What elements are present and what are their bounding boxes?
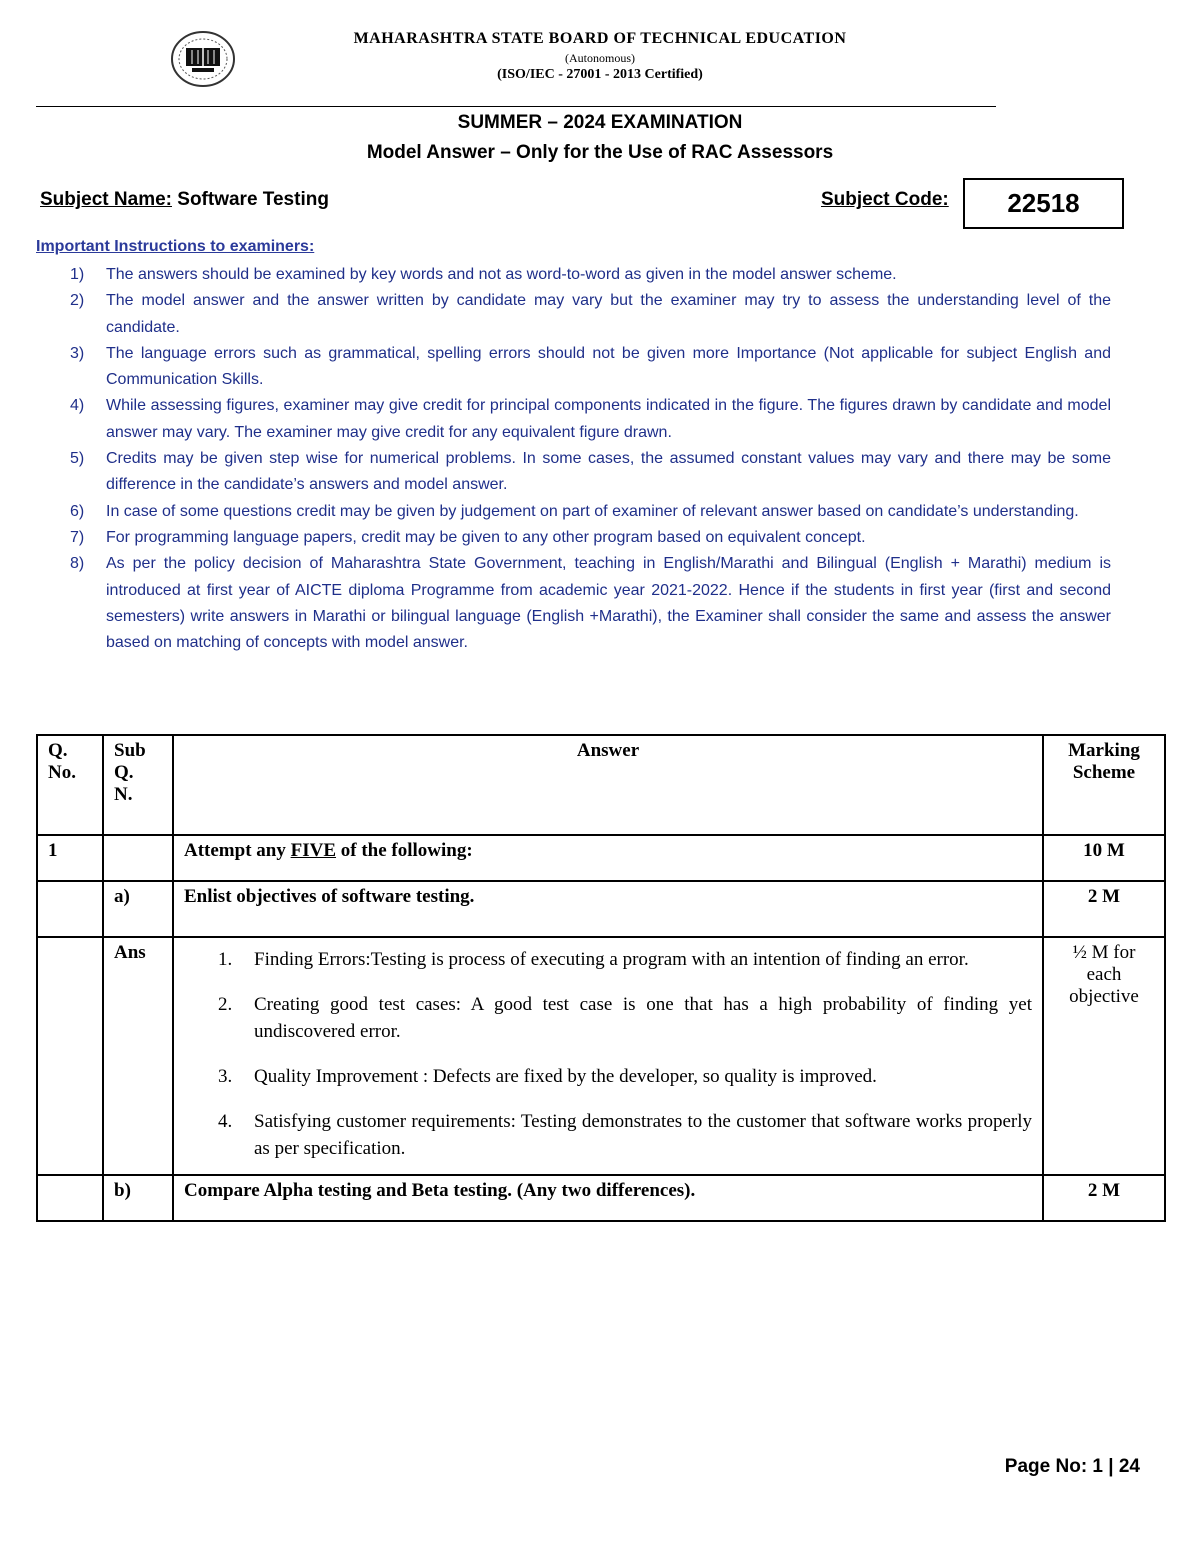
instruction-number: 4) bbox=[70, 397, 85, 415]
autonomous-label: (Autonomous) bbox=[565, 51, 635, 65]
table-row bbox=[37, 881, 1165, 937]
qb-sub: b) bbox=[103, 1175, 173, 1221]
ans-text: Satisfying customer requirements: Testing demonstrates to the customer that software works properly as per specification. bbox=[254, 1111, 1032, 1159]
instruction-number: 8) bbox=[70, 555, 85, 573]
header-marking-line: Marking bbox=[1068, 740, 1140, 761]
board-name: MAHARASHTRA STATE BOARD OF TECHNICAL EDUCATION bbox=[353, 30, 847, 47]
page-number: Page No: 1 | 24 bbox=[1004, 1456, 1140, 1477]
header-subq-line: Sub bbox=[114, 740, 146, 761]
header-divider bbox=[36, 106, 996, 107]
header-qno-line: No. bbox=[48, 762, 76, 783]
subject-name-value: Software Testing bbox=[177, 189, 329, 210]
instruction-item bbox=[36, 262, 1111, 288]
qb-marks: 2 M bbox=[1043, 1175, 1165, 1221]
instruction-text: The answers should be examined by key words and not as word-to-word as given in the model answer scheme. bbox=[106, 266, 897, 283]
instruction-text: Credits may be given step wise for numerical problems. In some cases, the assumed constant values may vary and there may be some difference in the candidate’s answers and model answer. bbox=[106, 450, 1111, 494]
qa-empty bbox=[37, 881, 103, 937]
instruction-item bbox=[36, 551, 1111, 656]
ans-empty bbox=[37, 937, 103, 1175]
ans-marking bbox=[1043, 937, 1165, 1175]
instruction-item bbox=[36, 393, 1111, 446]
header-marking bbox=[1043, 735, 1165, 835]
ans-number: 1. bbox=[218, 949, 233, 970]
list-item bbox=[184, 1108, 1032, 1162]
table-row bbox=[37, 937, 1165, 1175]
qb-empty bbox=[37, 1175, 103, 1221]
q1-marks: 10 M bbox=[1043, 835, 1165, 881]
instructions-heading: Important Instructions to examiners: bbox=[36, 238, 315, 255]
instruction-item bbox=[36, 499, 1111, 525]
subject-name-label: Subject Name: bbox=[40, 189, 172, 210]
list-item bbox=[184, 991, 1032, 1045]
instructions-list bbox=[36, 262, 1111, 656]
header-subq-line: Q. bbox=[114, 762, 134, 783]
ans-text: Finding Errors:Testing is process of executing a program with an intention of finding an error. bbox=[254, 949, 969, 970]
header-qno-line: Q. bbox=[48, 740, 68, 761]
subject-code-box: 22518 bbox=[963, 178, 1124, 229]
table-header-row bbox=[37, 735, 1165, 835]
subject-name-row bbox=[40, 189, 329, 211]
ans-marking-line: each bbox=[1086, 964, 1122, 985]
msbte-logo bbox=[170, 30, 236, 88]
ans-marking-line: ½ M for bbox=[1072, 942, 1136, 963]
instruction-text: For programming language papers, credit may be given to any other program based on equivalent concept. bbox=[106, 528, 866, 546]
qa-marks: 2 M bbox=[1043, 881, 1165, 937]
exam-title: SUMMER – 2024 EXAMINATION bbox=[457, 112, 743, 133]
subject-code-label: Subject Code: bbox=[821, 189, 949, 210]
instruction-number: 5) bbox=[70, 450, 85, 468]
model-answer-title: Model Answer – Only for the Use of RAC Assessors bbox=[366, 142, 834, 163]
header-answer: Answer bbox=[173, 735, 1043, 835]
instruction-text: In case of some questions credit may be given by judgement on part of examiner of relevant answer based on candidate’s understanding. bbox=[106, 502, 1079, 520]
ans-list bbox=[184, 946, 1032, 1162]
instruction-number: 7) bbox=[70, 528, 85, 546]
q1-attempt-five: FIVE bbox=[290, 840, 337, 861]
instruction-text: The model answer and the answer written by candidate may vary but the examiner may try to assess the understanding level of the candidate. bbox=[106, 292, 1111, 336]
qa-question: Enlist objectives of software testing. bbox=[173, 881, 1043, 937]
ans-label: Ans bbox=[103, 937, 173, 1175]
instruction-item bbox=[36, 446, 1111, 499]
instruction-number: 3) bbox=[70, 344, 85, 362]
qa-sub: a) bbox=[103, 881, 173, 937]
header-subq-line: N. bbox=[114, 784, 133, 805]
header-marking-line: Scheme bbox=[1072, 762, 1136, 783]
ans-content bbox=[173, 937, 1043, 1175]
instruction-text: While assessing figures, examiner may give credit for principal components indicated in the figure. The figures drawn by candidate and model answer may vary. The examiner may give credit for any equivalent figure drawn. bbox=[106, 397, 1111, 441]
q1-number: 1 bbox=[37, 835, 103, 881]
question-table bbox=[36, 734, 1166, 1222]
ans-number: 3. bbox=[218, 1066, 233, 1087]
table-row bbox=[37, 1175, 1165, 1221]
instruction-text: As per the policy decision of Maharashtra State Government, teaching in English/Marathi and Bilingual (English + Marathi) medium is introduced at first year of AICTE diploma Programme from academic year 2021-2022. Hence if the students in first year (first and second semesters) write answers in Marathi or bilingual language (English +Marathi), the Examiner shall consider the same and assess the answer based on matching of concepts with model answer. bbox=[106, 555, 1111, 652]
certification-label: (ISO/IEC - 27001 - 2013 Certified) bbox=[497, 67, 703, 82]
instruction-item bbox=[36, 341, 1111, 394]
ans-number: 4. bbox=[218, 1111, 233, 1132]
ans-marking-line: objective bbox=[1069, 986, 1139, 1007]
instruction-number: 1) bbox=[70, 266, 85, 283]
instruction-number: 6) bbox=[70, 502, 85, 520]
instruction-text: The language errors such as grammatical, spelling errors should not be given more Importance (Not applicable for subject English and Communication Skills. bbox=[106, 344, 1111, 389]
ans-text: Creating good test cases: A good test case is one that has a high probability of finding yet undiscovered error. bbox=[254, 994, 1032, 1042]
list-item bbox=[184, 1063, 1032, 1090]
table-row bbox=[37, 835, 1165, 881]
q1-attempt-pre: Attempt any bbox=[184, 840, 291, 861]
q1-sub-empty bbox=[103, 835, 173, 881]
q1-attempt-post: of the following: bbox=[336, 840, 473, 861]
instruction-item bbox=[36, 525, 1111, 551]
ans-text: Quality Improvement : Defects are fixed by the developer, so quality is improved. bbox=[254, 1066, 877, 1087]
header-qno bbox=[37, 735, 103, 835]
q1-instruction bbox=[173, 835, 1043, 881]
qb-question: Compare Alpha testing and Beta testing. (Any two differences). bbox=[173, 1175, 1043, 1221]
ans-number: 2. bbox=[218, 994, 233, 1015]
instruction-number: 2) bbox=[70, 292, 85, 310]
header-subq bbox=[103, 735, 173, 835]
list-item bbox=[184, 946, 1032, 973]
instruction-item bbox=[36, 288, 1111, 341]
